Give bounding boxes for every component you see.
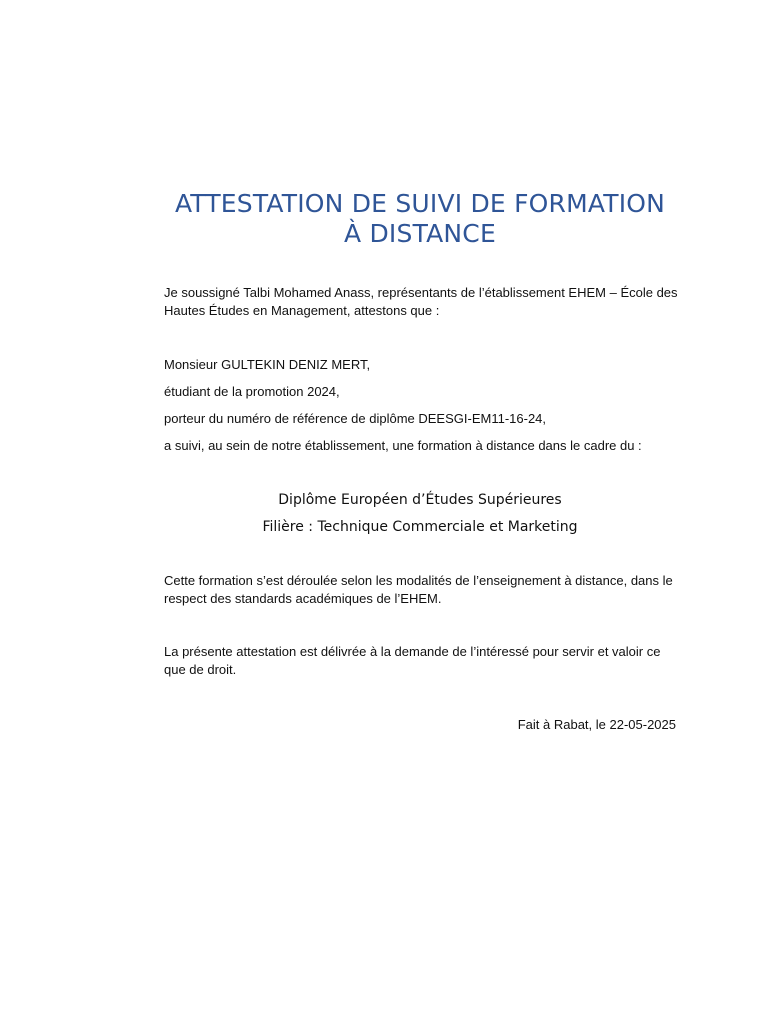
intro-paragraph: Je soussigné Talbi Mohamed Anass, représentants de l’établissement EHEM – École des Hautes Études en Management, attestons que :: [164, 285, 678, 318]
diploma-track: Filière : Technique Commerciale et Marketing: [262, 519, 578, 535]
training-followed-line: a suivi, au sein de notre établissement, une formation à distance dans le cadre du :: [164, 438, 642, 453]
delivery-paragraph: La présente attestation est délivrée à la demande de l’intéressé pour servir et valoir ce que de droit.: [164, 644, 661, 677]
title-line-1: ATTESTATION DE SUIVI DE FORMATION: [174, 189, 666, 218]
title-line-2: À DISTANCE: [344, 219, 496, 248]
document-title: [164, 189, 676, 249]
modalities-paragraph: Cette formation s’est déroulée selon les modalités de l’enseignement à distance, dans le respect des standards académiques de l’EHEM.: [164, 573, 673, 606]
promotion-line: étudiant de la promotion 2024,: [164, 384, 340, 399]
student-name-line: Monsieur GULTEKIN DENIZ MERT,: [164, 357, 371, 372]
diploma-reference-line: porteur du numéro de référence de diplôme DEESGI-EM11-16-24,: [164, 411, 547, 426]
diploma-name: Diplôme Européen d’Études Supérieures: [278, 492, 562, 508]
place-and-date: Fait à Rabat, le 22-05-2025: [517, 717, 676, 732]
